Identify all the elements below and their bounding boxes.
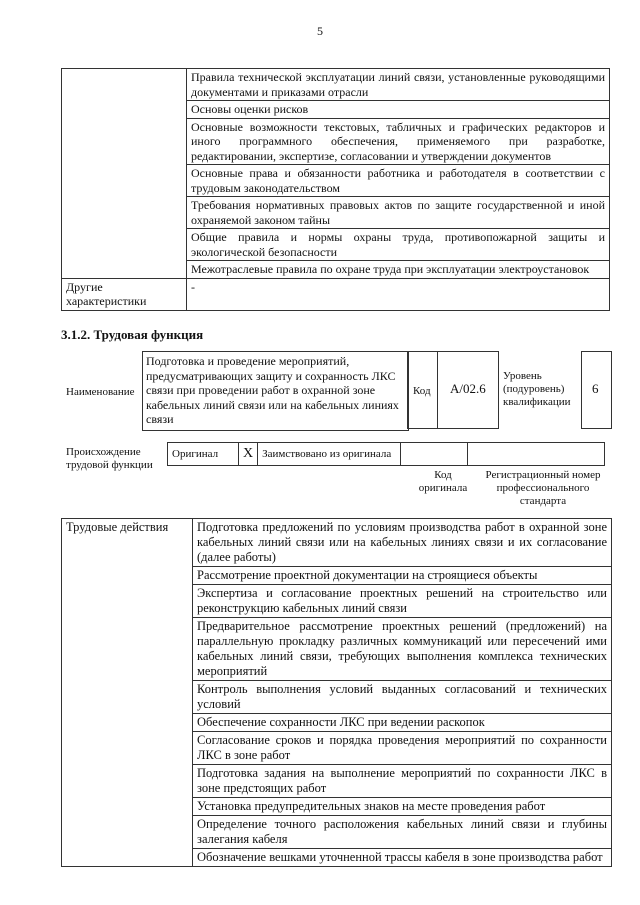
- code-original-caption: Код оригинала: [418, 469, 468, 494]
- original-cell: Оригинал: [168, 443, 239, 466]
- knowledge-item: Общие правила и нормы охраны труда, противопожарной защиты и экологической безопасности: [187, 229, 610, 261]
- knowledge-item: Основные права и обязанности работника и работодателя в соответствии с трудовым законодательством: [187, 165, 610, 197]
- reg-number-caption: Регистрационный номер профессионального стандарта: [485, 469, 601, 507]
- empty-label-cell: [62, 69, 187, 279]
- labor-action-item: Подготовка предложений по условиям производства работ в охранной зоне кабельных линий связи или на кабельных линиях связи и их согласование (далее работы): [193, 519, 612, 567]
- labor-action-item: Обозначение вешками уточненной трассы кабеля в зоне производства работ: [193, 849, 612, 867]
- function-name-box: Подготовка и проведение мероприятий, предусматривающих защиту и сохранность ЛКС связи при проведении работ в охранной зоне кабельных линий связи или на кабельных линиях связи: [142, 351, 409, 431]
- other-characteristics-value: -: [187, 278, 610, 310]
- labor-action-item: Установка предупредительных знаков на месте проведения работ: [193, 798, 612, 816]
- code-label-cell: [407, 351, 437, 429]
- knowledge-table: [61, 68, 610, 311]
- knowledge-item: Основы оценки рисков: [187, 101, 610, 119]
- origin-label: Происхождение трудовой функции: [66, 446, 153, 471]
- labor-action-item: Подготовка задания на выполнение мероприятий по сохранности ЛКС в зоне предстоящих работ: [193, 765, 612, 798]
- reg-number-cell: [468, 443, 605, 466]
- labor-action-item: Определение точного расположения кабельных линий связи и глубины залегания кабеля: [193, 816, 612, 849]
- page-number: 5: [317, 24, 323, 38]
- borrowed-cell: Заимствовано из оригинала: [258, 443, 401, 466]
- knowledge-item: Правила технической эксплуатации линий связи, установленные руководящими документами и приказами отрасли: [187, 69, 610, 101]
- knowledge-item: Основные возможности текстовых, табличных и графических редакторов и иного программного обеспечения, применяемого при разработке, редактировании, экспертизе, согласовании и утверждении документов: [187, 118, 610, 165]
- level-label: Уровень (подуровень) квалификации: [503, 370, 571, 408]
- section-title: 3.1.2. Трудовая функция: [61, 327, 204, 342]
- knowledge-item: Межотраслевые правила по охране труда при эксплуатации электроустановок: [187, 261, 610, 279]
- level-value: 6: [592, 381, 599, 396]
- code-value: A/02.6: [450, 381, 486, 396]
- labor-action-item: Обеспечение сохранности ЛКС при ведении раскопок: [193, 714, 612, 732]
- code-original-cell: [401, 443, 468, 466]
- original-mark: X: [239, 443, 258, 466]
- level-value-cell: [581, 351, 612, 429]
- other-characteristics-label: Другие характеристики: [62, 278, 187, 310]
- labor-action-item: Контроль выполнения условий выданных согласований и технических условий: [193, 681, 612, 714]
- labor-actions-table: [61, 518, 612, 867]
- labor-actions-label: Трудовые действия: [62, 519, 193, 867]
- origin-table: [167, 442, 605, 466]
- code-value-cell: [437, 351, 499, 429]
- name-label: Наименование: [66, 386, 135, 398]
- knowledge-item: Требования нормативных правовых актов по защите государственной и иной охраняемой законом тайны: [187, 197, 610, 229]
- labor-action-item: Согласование сроков и порядка проведения мероприятий по сохранности ЛКС в зоне работ: [193, 732, 612, 765]
- labor-action-item: Предварительное рассмотрение проектных решений (предложений) на параллельную прокладку различных коммуникаций или пересечений ими кабельных линий связи, требующих выполнения комплекса технических мероприятий: [193, 618, 612, 681]
- labor-action-item: Рассмотрение проектной документации на строящиеся объекты: [193, 567, 612, 585]
- labor-action-item: Экспертиза и согласование проектных решений на строительство или реконструкцию кабельных линий связи: [193, 585, 612, 618]
- code-label: Код: [413, 385, 431, 397]
